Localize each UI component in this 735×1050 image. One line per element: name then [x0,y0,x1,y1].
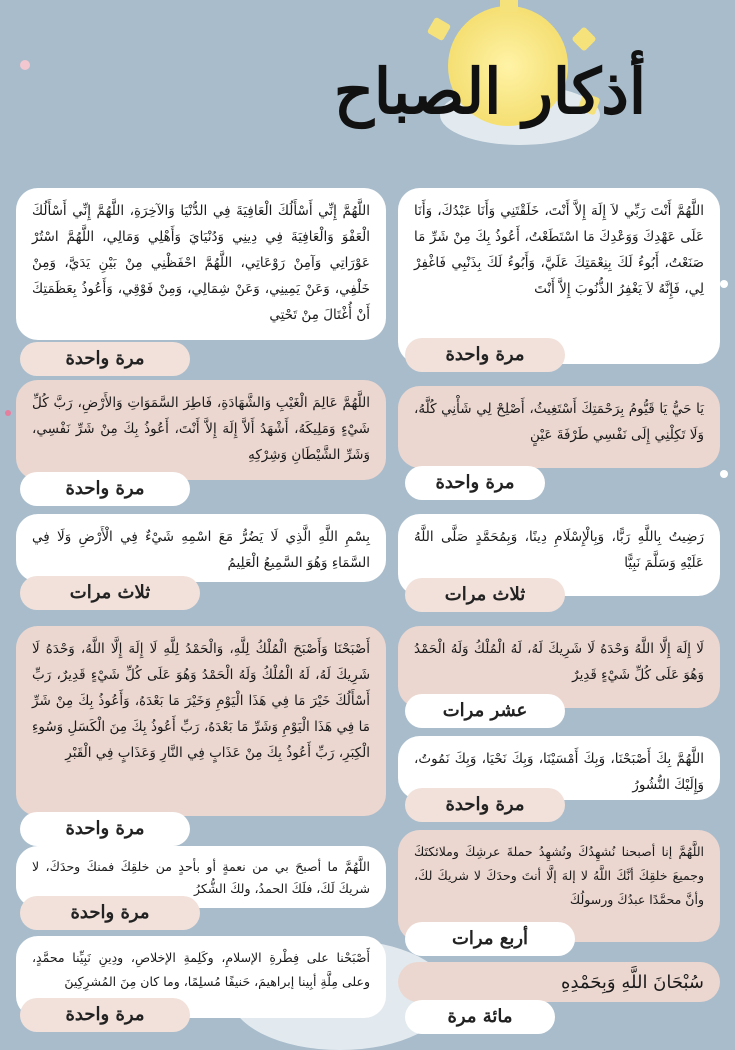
dhikr-card [16,514,386,582]
dhikr-text: اللَّهُمَّ إنا أصبحنا نُشهِدُكَ ونُشهِدُ حملةَ عرشِكَ وملائكتَكَ وجميعَ خلقِكَ أنَّكَ اللَّهُ لا إلهَ إلَّا أنتَ وحدَكَ لا شريكَ لكَ، وأنَّ محمَّدًا عبدُكَ ورسولُكَ [414,844,704,907]
count-badge: مائة مرة [405,1000,555,1034]
dhikr-card [398,962,720,1002]
dot-decoration [720,470,728,478]
dhikr-text: أَصْبَحْنَا وَأَصْبَحَ الْمُلْكُ لِلَّهِ، وَالْحَمْدُ لِلَّهِ لَا إِلَهَ إِلَّا اللَّهُ، وَحْدَهُ لَا شَرِيكَ لَهُ، لَهُ الْمُلْكُ وَلَهُ الْحَمْدُ وَهُوَ عَلَى كُلِّ شَيْءٍ قَدِيرٌ، رَبِّ أَسْأَلُكَ خَيْرَ مَا فِي هَذَا الْيَوْمِ وَخَيْرَ مَا بَعْدَهُ، وَأَعُوذُ بِكَ مِنْ شَرِّ مَا فِي هَذَا الْيَوْمِ وَشَرِّ مَا بَعْدَهُ، رَبِّ أَعُوذُ بِكَ مِنَ الْكَسَلِ وَسُوءِ الْكِبَرِ، رَبِّ أَعُوذُ بِكَ مِنْ عَذَابٍ فِي النَّارِ وَعَذَابٍ فِي الْقَبْرِ [32,641,370,761]
count-badge: مرة واحدة [405,466,545,500]
count-badge: مرة واحدة [405,788,565,822]
dot-decoration [720,280,728,288]
sun-ray [571,26,596,51]
dhikr-card [16,188,386,340]
sun-ray [500,0,518,12]
dhikr-card [16,626,386,816]
dhikr-text: بِسْمِ اللَّهِ الَّذِي لَا يَضُرُّ مَعَ اسْمِهِ شَيْءٌ فِي الْأَرْضِ وَلَا فِي السَّمَاءِ وَهُوَ السَّمِيعُ الْعَلِيمُ [32,529,370,571]
dhikr-card [398,386,720,468]
dhikr-text: لَا إِلَهَ إِلَّا اللَّهُ وَحْدَهُ لَا شَرِيكَ لَهُ، لَهُ الْمُلْكُ وَلَهُ الْحَمْدُ وَهُوَ عَلَى كُلِّ شَيْءٍ قَدِيرٌ [414,641,704,683]
dhikr-text: اللَّهُمَّ إِنِّي أَسْأَلُكَ الْعَافِيَةَ فِي الدُّنْيَا وَالآخِرَةِ، اللَّهُمَّ إِنِّي أَسْأَلُكَ الْعَفْوَ وَالْعَافِيَةَ فِي دِينِي وَدُنْيَايَ وَأَهْلِي وَمَالِي، اللَّهُمَّ اسْتُرْ عَوْرَاتِي وَآمِنْ رَوْعَاتِي، اللَّهُمَّ احْفَظْنِي مِنْ بَيْنِ يَدَيَّ، وَمِنْ خَلْفِي، وَعَنْ يَمِينِي، وَعَنْ شِمَالِي، وَمِنْ فَوْقِي، وَأَعُوذُ بِعَظَمَتِكَ أَنْ أُغْتَالَ مِنْ تَحْتِي [32,203,370,323]
count-badge: مرة واحدة [405,338,565,372]
dhikr-text: يَا حَيُّ يَا قَيُّومُ بِرَحْمَتِكَ أَسْتَغِيثُ، أَصْلِحْ لِي شَأْنِي كُلَّهُ، وَلَا تَكِلْنِي إِلَى نَفْسِي طَرْفَةَ عَيْنٍ [414,401,704,443]
count-badge: عشر مرات [405,694,565,728]
dot-decoration [20,60,30,70]
sun-ray [427,17,452,42]
count-badge: مرة واحدة [20,896,200,930]
dhikr-card [16,380,386,480]
count-badge: ثلاث مرات [20,576,200,610]
count-badge: ثلاث مرات [405,578,565,612]
dhikr-text: سُبْحَانَ اللَّهِ وَبِحَمْدِهِ [561,972,704,993]
dhikr-text: أَصْبَحْنا على فِطْرةِ الإسلامِ، وكَلِمةِ الإخلاصِ، ودِينِ نَبِيِّنا محمَّدٍ، وعلى مِلَّةِ أبِينا إبراهيمَ، حَنيفًا مُسلِمًا، وما كان مِنَ المُشرِكِينَ [32,950,370,989]
count-badge: مرة واحدة [20,342,190,376]
dhikr-text: اللَّهُمَّ عَالِمَ الْغَيْبِ وَالشَّهَادَةِ، فَاطِرَ السَّمَوَاتِ وَالأَرْضِ، رَبَّ كُلِّ شَيْءٍ وَمَلِيكَهُ، أَشْهَدُ أَلاَّ إِلَهَ إِلاَّ أَنْتَ، أَعُوذُ بِكَ مِنْ شَرِّ نَفْسِي، وَشَرِّ الشَّيْطَانِ وَشِرْكِهِ [32,395,370,463]
count-badge: أربع مرات [405,922,575,956]
dhikr-text: اللَّهُمَّ بِكَ أَصْبَحْنَا، وَبِكَ أَمْسَيْنَا، وَبِكَ نَحْيَا، وَبِكَ نَمُوتُ، وَإِلَيْكَ النُّشُورُ [414,751,704,793]
count-badge: مرة واحدة [20,472,190,506]
dot-decoration [5,410,11,416]
dhikr-text: اللَّهُمَّ أَنْتَ رَبِّي لاَ إِلَهَ إِلاَّ أَنْتَ، خَلَقْتَنِي وَأَنَا عَبْدُكَ، وَأَنَا عَلَى عَهْدِكَ وَوَعْدِكَ مَا اسْتَطَعْتُ، أَعُوذُ بِكَ مِنْ شَرِّ مَا صَنَعْتُ، أَبُوءُ لَكَ بِنِعْمَتِكَ عَلَيَّ، وَأَبُوءُ لَكَ بِذَنْبِي فَاغْفِرْ لِي، فَإِنَّهُ لاَ يَغْفِرُ الذُّنُوبَ إِلاَّ أَنْتَ [414,203,704,297]
dhikr-text: اللَّهُمَّ ما أصبحَ بي من نعمةٍ أو بأحدٍ من خلقِكَ فمنكَ وحدَكَ، لا شريكَ لَكَ، فلَكَ الحمدُ، ولكَ الشُّكرُ [32,859,370,896]
dhikr-text: رَضِيتُ بِاللَّهِ رَبًّا، وَبِالْإِسْلَامِ دِينًا، وَبِمُحَمَّدٍ صَلَّى اللَّهُ عَلَيْهِ وَسَلَّمَ نَبِيًّا [414,529,704,571]
count-badge: مرة واحدة [20,998,190,1032]
page-title: أذكار الصباح [333,55,647,128]
count-badge: مرة واحدة [20,812,190,846]
